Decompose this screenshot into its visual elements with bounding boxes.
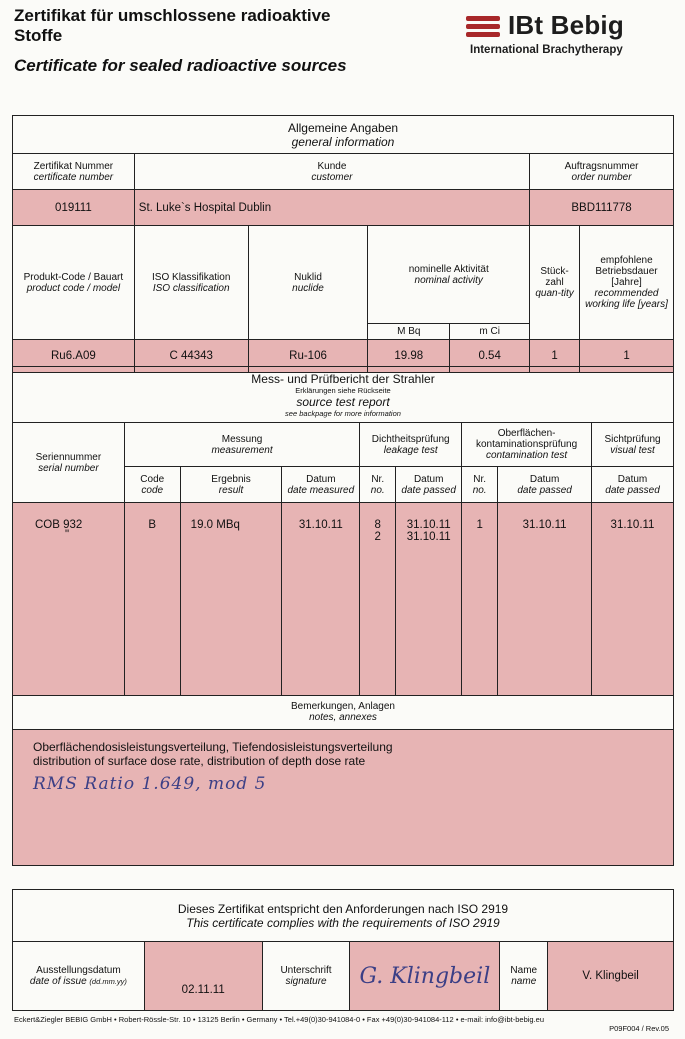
order-number-value: BBD111778 bbox=[530, 190, 674, 226]
iso-class-label: ISO Klassifikation ISO classification bbox=[134, 226, 248, 340]
customer-value: St. Luke`s Hospital Dublin bbox=[134, 190, 529, 226]
leak-nr-label: Nr. no. bbox=[360, 467, 396, 503]
title-german bbox=[14, 6, 434, 46]
title-de-line2: Stoffe bbox=[14, 26, 63, 45]
measurement-label: Messung measurement bbox=[124, 423, 359, 467]
general-info-table bbox=[12, 115, 674, 373]
unit-mbq-label: M Bq bbox=[368, 324, 450, 340]
name-value: V. Klingbeil bbox=[548, 942, 674, 1011]
leakage-test-label: Dichtheitsprüfung leakage test bbox=[360, 423, 462, 467]
quantity-label: Stück-zahl quan-tity bbox=[530, 226, 580, 340]
cont-nr-value: 1 bbox=[462, 503, 498, 695]
nuclide-value: Ru-106 bbox=[248, 340, 368, 373]
logo-subtitle: International Brachytherapy bbox=[470, 44, 623, 56]
customer-label: Kunde customer bbox=[134, 154, 529, 190]
activity-mci-value: 0.54 bbox=[450, 340, 530, 373]
general-info-header: Allgemeine Angaben general information bbox=[13, 116, 674, 154]
form-code: P09F004 / Rev.05 bbox=[609, 1024, 669, 1033]
signature-value bbox=[350, 942, 500, 1011]
remarks-line-2: distribution of surface dose rate, distribution of depth dose rate bbox=[33, 753, 366, 768]
order-number-label: Auftragsnummer order number bbox=[530, 154, 674, 190]
remarks-line-1: Oberflächendosisleistungsverteilung, Tiefendosisleistungsverteilung bbox=[33, 739, 393, 754]
date-measured-value: 31.10.11 bbox=[282, 503, 360, 695]
code-label: Code code bbox=[124, 467, 180, 503]
code-value: B bbox=[124, 503, 180, 695]
compliance-statement: Dieses Zertifikat entspricht den Anforderungen nach ISO 2919 This certificate complies with the requirements of ISO 2919 bbox=[13, 890, 674, 942]
title-english: Certificate for sealed radioactive sources bbox=[14, 56, 347, 75]
handwritten-signature: G. Klingbeil bbox=[359, 963, 491, 989]
logo-mark-icon bbox=[466, 16, 500, 38]
cont-date-label: Datum date passed bbox=[498, 467, 592, 503]
result-label: Ergebnis result bbox=[180, 467, 282, 503]
activity-mbq-value: 19.98 bbox=[368, 340, 450, 373]
serial-value: COB 932 " bbox=[13, 503, 125, 695]
remarks-header: Bemerkungen, Anlagen notes, annexes bbox=[13, 695, 674, 729]
quantity-value: 1 bbox=[530, 340, 580, 373]
title-de-line1: Zertifikat für umschlossene radioaktive bbox=[14, 6, 331, 25]
product-code-value: Ru6.A09 bbox=[13, 340, 135, 373]
source-test-report-table bbox=[12, 366, 674, 866]
cert-number-label: Zertifikat Nummer certificate number bbox=[13, 154, 135, 190]
cert-number-value: 019111 bbox=[13, 190, 135, 226]
leak-date-label: Datum date passed bbox=[396, 467, 462, 503]
product-code-label: Produkt-Code / Bauart product code / model bbox=[13, 226, 135, 340]
company-logo bbox=[464, 10, 674, 62]
result-value: 19.0 MBq bbox=[180, 503, 282, 695]
working-life-label: empfohlene Betriebsdauer [Jahre] recommended working life [years] bbox=[580, 226, 674, 340]
visual-date-label: Datum date passed bbox=[592, 467, 674, 503]
cont-nr-label: Nr. no. bbox=[462, 467, 498, 503]
compliance-table bbox=[12, 889, 674, 1011]
report-header: Mess- und Prüfbericht der Strahler Erklärungen siehe Rückseite source test report see backpage for more information bbox=[13, 367, 674, 423]
issue-date-label: Ausstellungsdatum date of issue (dd.mm.yy) bbox=[13, 942, 145, 1011]
visual-date-value: 31.10.11 bbox=[592, 503, 674, 695]
logo-name: IBt Bebig bbox=[508, 10, 624, 40]
footer-address: Eckert&Ziegler BEBIG GmbH • Robert-Rössle-Str. 10 • 13125 Berlin • Germany • Tel.+49(0)30-941084-0 • Fax +49(0)30-941084-112 • e-mail: info@ibt-bebig.eu bbox=[14, 1015, 545, 1024]
remarks-handwritten: RMS Ratio 1.649, mod 5 bbox=[33, 773, 267, 794]
serial-number-label: Seriennummer serial number bbox=[13, 423, 125, 503]
date-measured-label: Datum date measured bbox=[282, 467, 360, 503]
unit-mci-label: m Ci bbox=[450, 324, 530, 340]
signature-label: Unterschrift signature bbox=[262, 942, 350, 1011]
visual-test-label: Sichtprüfung visual test bbox=[592, 423, 674, 467]
contamination-test-label: Oberflächen-kontaminationsprüfung contamination test bbox=[462, 423, 592, 467]
remarks-content bbox=[13, 729, 674, 865]
working-life-value: 1 bbox=[580, 340, 674, 373]
iso-class-value: C 44343 bbox=[134, 340, 248, 373]
cont-date-value: 31.10.11 bbox=[498, 503, 592, 695]
name-label: Name name bbox=[500, 942, 548, 1011]
nuclide-label: Nuklid nuclide bbox=[248, 226, 368, 340]
issue-date-value: 02.11.11 bbox=[144, 942, 262, 1011]
leak-nr-value: 8 2 bbox=[360, 503, 396, 695]
activity-label: nominelle Aktivität nominal activity bbox=[368, 226, 530, 324]
leak-date-value: 31.10.11 31.10.11 bbox=[396, 503, 462, 695]
